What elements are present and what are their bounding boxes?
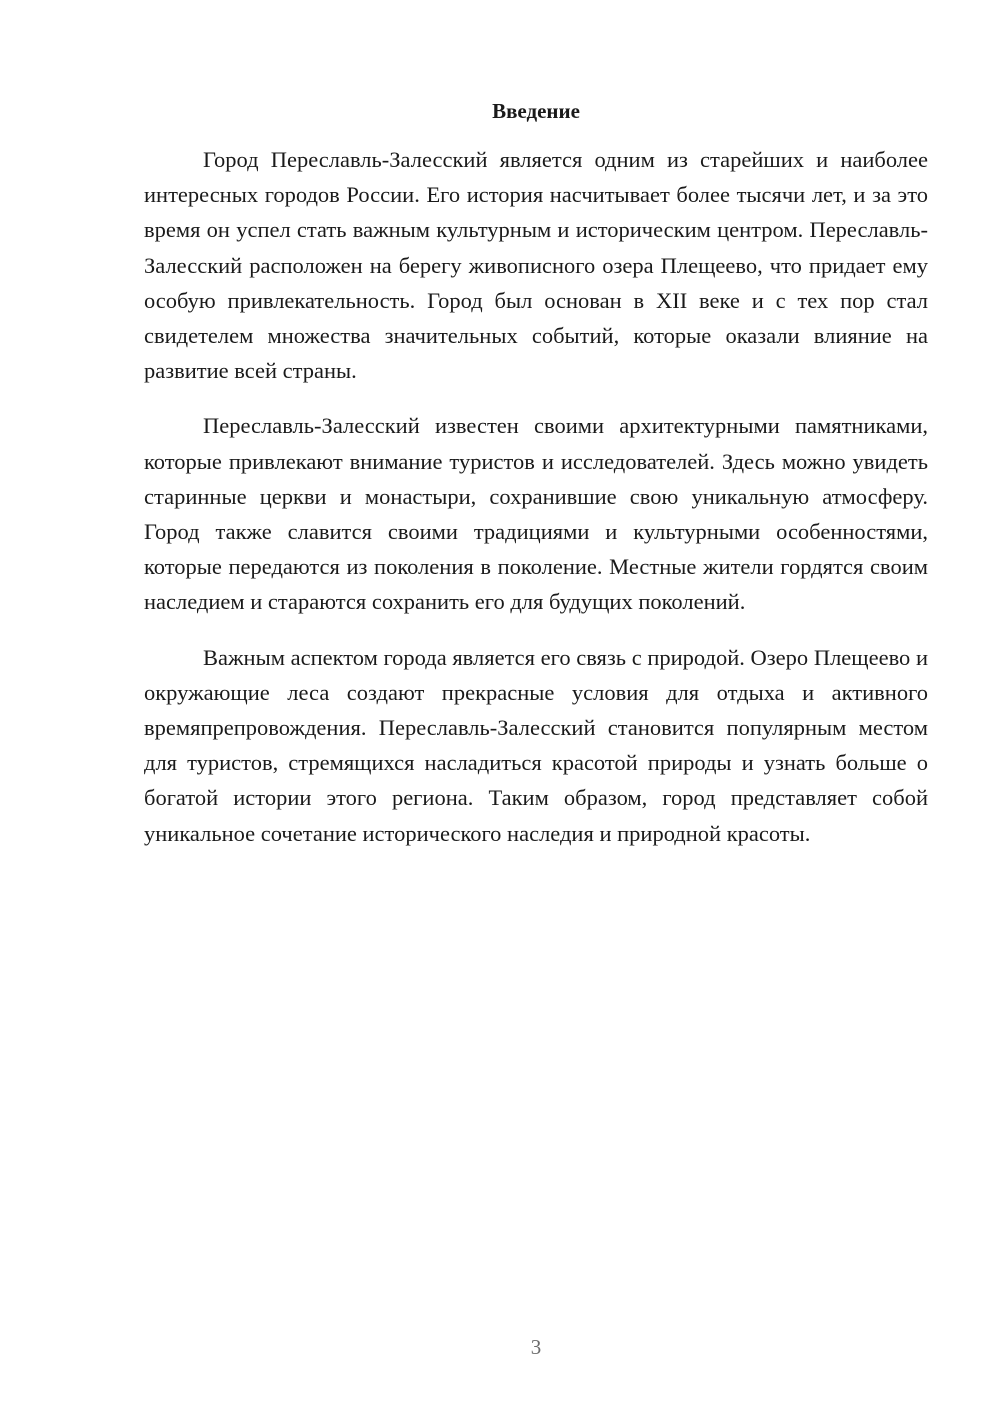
paragraph-1: Город Переславль-Залесский является одним из старейших и наиболее интересных городов России. Его история насчитывает более тысячи лет, и за это время он успел стать важным культурным и историческим центром. Переславль-Залесский расположен на берегу живописного озера Плещеево, что придает ему особую привлекательность. Город был основан в XII веке и с тех пор стал свидетелем множества значительных событий, которые оказали влияние на развитие всей страны.	[144, 147, 928, 384]
paragraph-3: Важным аспектом города является его связь с природой. Озеро Плещеево и окружающие леса создают прекрасные условия для отдыха и активного времяпрепровождения. Переславль-Залесский становится популярным местом для туристов, стремящихся насладиться красотой природы и узнать больше о богатой истории этого региона. Таким образом, город представляет собой уникальное сочетание исторического наследия и природной красоты.	[144, 644, 928, 846]
section-title: Введение	[492, 99, 580, 123]
page-number: 3	[530, 1335, 542, 1359]
document-body	[144, 142, 928, 871]
paragraph-2: Переславль-Залесский известен своими архитектурными памятниками, которые привлекают внимание туристов и исследователей. Здесь можно увидеть старинные церкви и монастыри, сохранившие свою уникальную атмосферу. Город также славится своими традициями и культурными особенностями, которые передаются из поколения в поколение. Местные жители гордятся своим наследием и стараются сохранить его для будущих поколений.	[144, 413, 928, 615]
